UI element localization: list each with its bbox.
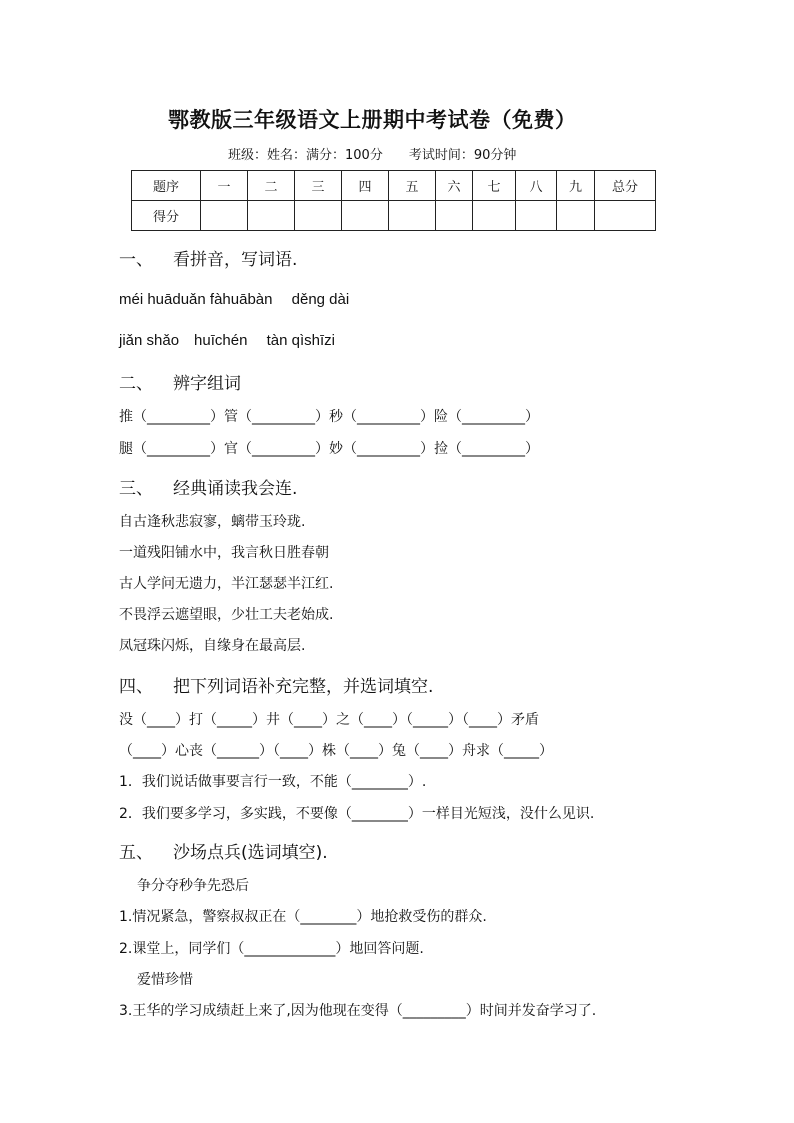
score-cell[interactable] <box>295 201 342 231</box>
table-header-cell: 五 <box>389 171 436 201</box>
score-cell[interactable] <box>201 201 248 231</box>
question-3: 3.王华的学习成绩赶上来了,因为他现在变得（_________）时间并发奋学习了. <box>119 1003 597 1019</box>
word-group-line-2: 腿（_________）官（_________）妙（_________）捡（_________） <box>119 441 539 457</box>
question-2: 2．我们要多学习，多实践，不要像（________）一样目光短浅，没什么见识. <box>119 806 595 822</box>
score-table <box>131 170 656 231</box>
section-number: 一、 <box>119 250 153 270</box>
page-title: 鄂教版三年级语文上册期中考试卷（免费） <box>168 107 577 132</box>
section-number: 二、 <box>119 374 153 394</box>
section-title: 看拼音，写词语. <box>173 250 298 270</box>
score-cell[interactable] <box>248 201 295 231</box>
pinyin-line-2: jiǎn shǎo huīchén tàn qìshīzi <box>119 332 335 349</box>
section-4-heading <box>119 672 433 697</box>
word-group-line-1: 推（_________）管（_________）秒（_________）险（_________） <box>119 409 539 425</box>
table-header-cell: 一 <box>201 171 248 201</box>
question-2: 2.课堂上，同学们（_____________）地回答问题. <box>119 941 424 957</box>
table-header-cell: 六 <box>436 171 473 201</box>
section-2-heading <box>119 369 241 394</box>
score-table-header-row <box>132 171 656 201</box>
section-3-heading <box>119 474 297 499</box>
table-header-cell: 四 <box>342 171 389 201</box>
question-1: 1.情况紧急，警察叔叔正在（________）地抢救受伤的群众. <box>119 909 487 925</box>
idiom-line-2: （____）心丧（______）（____）株（____）兔（____）舟求（_____） <box>119 743 553 759</box>
table-header-cell: 九 <box>557 171 595 201</box>
poem-line: 古人学问无遗力，半江瑟瑟半江红. <box>119 576 334 592</box>
table-header-cell: 八 <box>516 171 557 201</box>
word-choices-1: 争分夺秒争先恐后 <box>137 878 249 894</box>
section-title: 沙场点兵(选词填空). <box>173 843 328 863</box>
table-header-cell: 七 <box>473 171 516 201</box>
score-row-label: 得分 <box>132 201 201 231</box>
section-title: 辨字组词 <box>173 374 241 394</box>
exam-info: 班级：姓名：满分：100分 考试时间：90分钟 <box>228 148 517 163</box>
table-header-cell: 二 <box>248 171 295 201</box>
table-header-cell: 三 <box>295 171 342 201</box>
section-number: 五、 <box>119 843 153 863</box>
score-cell[interactable] <box>595 201 656 231</box>
section-number: 三、 <box>119 479 153 499</box>
section-5-heading <box>119 838 328 863</box>
section-title: 把下列词语补充完整，并选词填空. <box>173 677 434 697</box>
word-choices-2: 爱惜珍惜 <box>137 972 193 988</box>
score-cell[interactable] <box>436 201 473 231</box>
poem-line: 一道残阳铺水中，我言秋日胜春朝 <box>119 545 329 561</box>
poem-line: 凤冠珠闪烁，自缘身在最高层. <box>119 638 306 654</box>
score-cell[interactable] <box>473 201 516 231</box>
score-table-score-row <box>132 201 656 231</box>
section-1-heading <box>119 245 297 270</box>
score-cell[interactable] <box>516 201 557 231</box>
section-title: 经典诵读我会连. <box>173 479 298 499</box>
score-cell[interactable] <box>557 201 595 231</box>
score-cell[interactable] <box>389 201 436 231</box>
section-number: 四、 <box>119 677 153 697</box>
table-header-cell: 总分 <box>595 171 656 201</box>
poem-line: 不畏浮云遮望眼，少壮工夫老始成. <box>119 607 334 623</box>
question-1: 1．我们说话做事要言行一致，不能（________）. <box>119 774 427 790</box>
poem-line: 自古逢秋悲寂寥，螭带玉玲珑. <box>119 514 306 530</box>
pinyin-line-1: méi huāduǎn fàhuābàn děng dài <box>119 291 350 308</box>
idiom-line-1: 没（____）打（_____）井（____）之（____）（_____）（____）矛盾 <box>119 712 539 728</box>
score-cell[interactable] <box>342 201 389 231</box>
table-header-cell: 题序 <box>132 171 201 201</box>
